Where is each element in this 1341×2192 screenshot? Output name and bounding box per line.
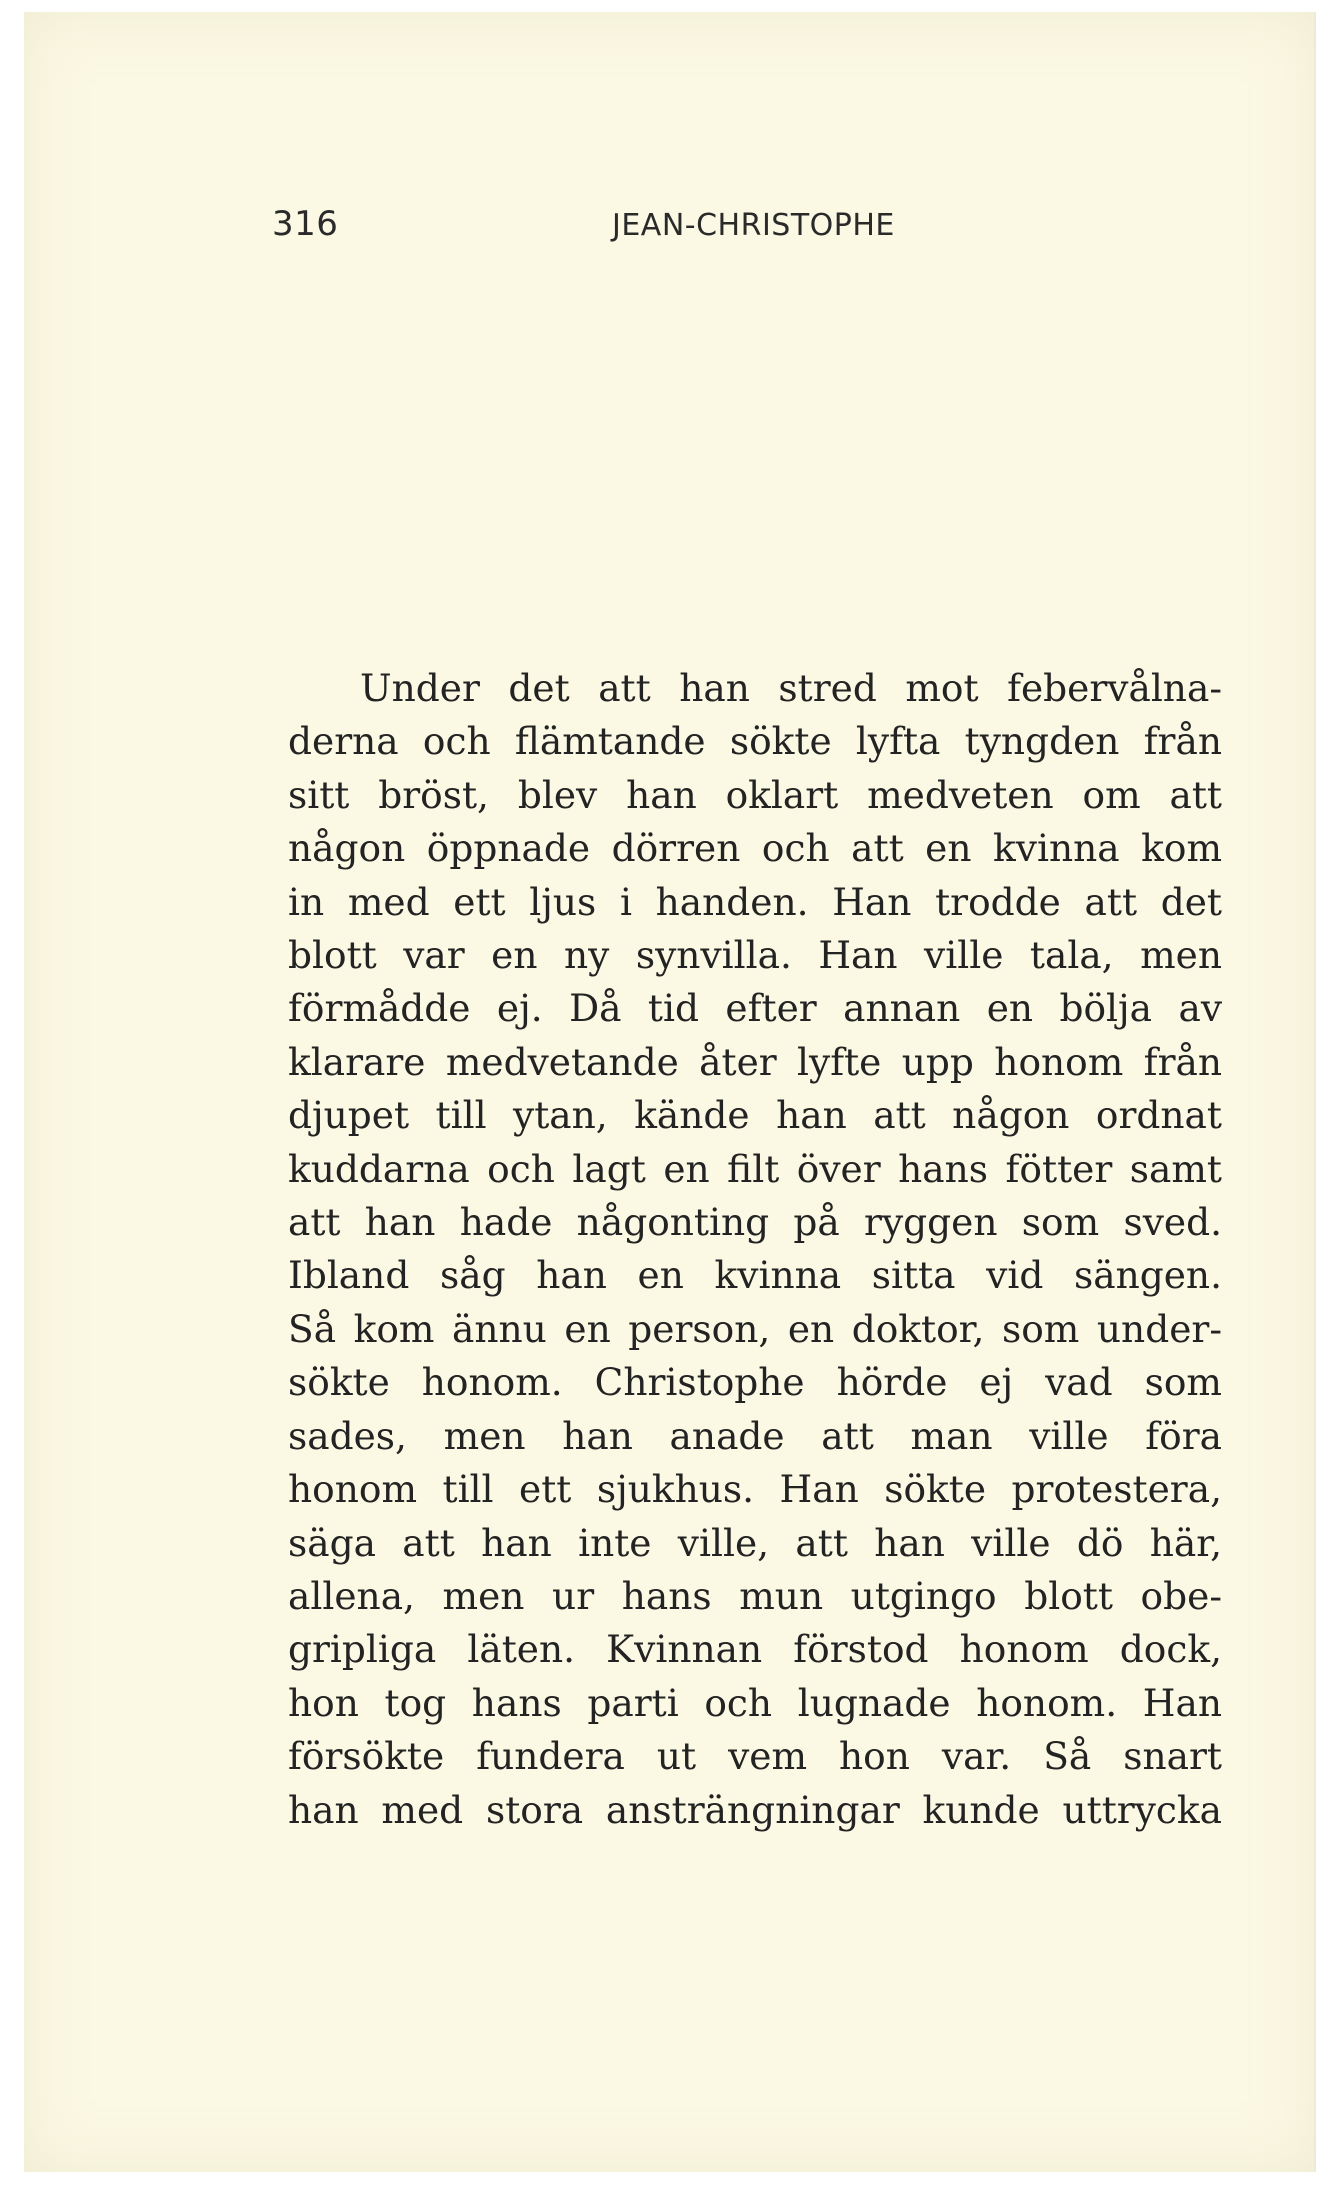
book-page [24, 12, 1316, 2172]
page-number: 316 [272, 204, 339, 244]
text-line: han med stora ansträngningar kunde uttrycka [288, 1787, 1222, 1832]
text-line: djupet till ytan, kände han att någon ordnat [288, 1093, 1222, 1138]
text-line: förmådde ej. Då tid efter annan en bölja av [288, 986, 1222, 1031]
text-line: hon tog hans parti och lugnade honom. Han [288, 1680, 1222, 1725]
text-line: sades, men han anade att man ville föra [288, 1413, 1222, 1458]
running-title: JEAN-CHRISTOPHE [612, 208, 895, 243]
text-line: blott var en ny synvilla. Han ville tala, men [288, 933, 1222, 978]
text-line: att han hade någonting på ryggen som sved. [288, 1200, 1222, 1245]
text-line: kuddarna och lagt en filt över hans fötter samt [288, 1146, 1222, 1191]
page-header [272, 204, 1254, 264]
text-line: derna och flämtande sökte lyfta tyngden från [288, 719, 1222, 764]
text-line: honom till ett sjukhus. Han sökte protestera, [288, 1467, 1222, 1512]
body-paragraph [288, 662, 1222, 1837]
text-line: Ibland såg han en kvinna sitta vid sängen. [288, 1253, 1222, 1298]
text-line: försökte fundera ut vem hon var. Så snart [288, 1734, 1222, 1779]
text-line: gripliga läten. Kvinnan förstod honom dock, [288, 1627, 1222, 1672]
text-line: klarare medvetande åter lyfte upp honom från [288, 1039, 1222, 1084]
text-line: sökte honom. Christophe hörde ej vad som [288, 1360, 1222, 1405]
text-line: Under det att han stred mot febervålna- [360, 666, 1222, 710]
text-line: säga att han inte ville, att han ville dö här, [288, 1520, 1222, 1565]
text-line: sitt bröst, blev han oklart medveten om att [288, 772, 1222, 817]
text-line: Så kom ännu en person, en doktor, som under- [288, 1306, 1222, 1351]
text-line: någon öppnade dörren och att en kvinna kom [288, 826, 1222, 871]
text-line: in med ett ljus i handen. Han trodde att det [288, 879, 1222, 924]
text-line: allena, men ur hans mun utgingo blott obe- [288, 1573, 1222, 1618]
